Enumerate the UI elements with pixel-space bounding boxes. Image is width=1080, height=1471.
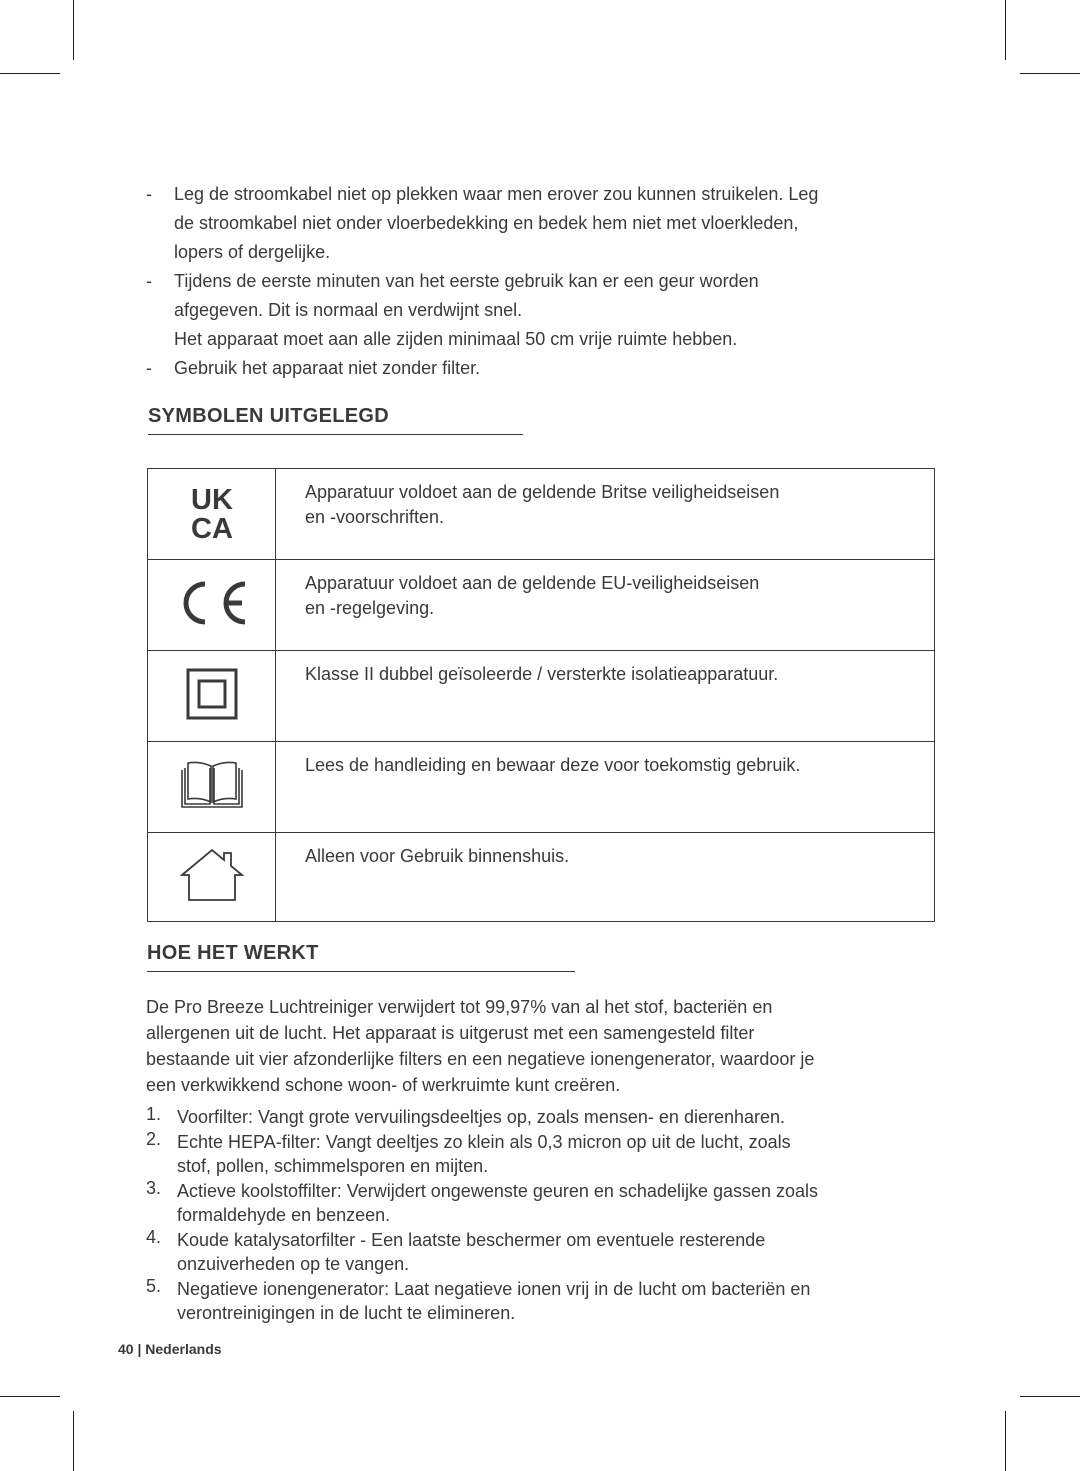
crop-mark	[0, 73, 60, 74]
description-line: en -voorschriften.	[305, 507, 445, 527]
description-line: Klasse II dubbel geïsoleerde / versterkte isolatieapparatuur.	[305, 664, 779, 684]
table-row	[148, 469, 935, 560]
description-line: Lees de handleiding en bewaar deze voor toekomstig gebruik.	[305, 755, 801, 775]
symbol-icon-cell	[148, 833, 276, 922]
list-item-line: verontreinigingen in de lucht te elimineren.	[177, 1303, 516, 1323]
crop-mark	[0, 1396, 60, 1397]
bullet-marker: -	[146, 184, 152, 204]
list-item-line: stof, pollen, schimmelsporen en mijten.	[177, 1156, 489, 1176]
list-number: 1.	[146, 1104, 162, 1124]
how-it-works-paragraph	[146, 994, 926, 1098]
crop-mark	[1005, 1411, 1006, 1471]
ukca-mark-icon	[182, 482, 242, 542]
manual-book-icon	[180, 760, 244, 810]
symbols-section-title: SYMBOLEN UITGELEGD	[148, 405, 523, 435]
page-number: 40	[118, 1341, 134, 1357]
symbol-description	[276, 560, 935, 651]
paragraph-line: allergenen uit de lucht. Het apparaat is uitgerust met een samengesteld filter	[146, 1023, 755, 1043]
description-line: Apparatuur voldoet aan de geldende Britse veiligheidseisen	[305, 482, 780, 502]
list-item-line: Echte HEPA-filter: Vangt deeltjes zo klein als 0,3 micron op uit de lucht, zoals	[177, 1131, 791, 1152]
ukca-mark-ca: CA	[190, 512, 233, 542]
table-row	[148, 651, 935, 742]
footer-separator: |	[137, 1341, 142, 1357]
filter-numbered-list	[146, 1105, 926, 1326]
table-row	[148, 560, 935, 651]
list-item	[146, 1277, 926, 1326]
crop-mark	[1005, 0, 1006, 60]
list-item-line: Voorfilter: Vangt grote vervuilingsdeeltjes op, zoals mensen- en dierenharen.	[177, 1107, 786, 1127]
ce-mark-icon	[175, 580, 249, 626]
symbol-description	[276, 651, 935, 742]
list-item-line: Koude katalysatorfilter - Een laatste beschermer om eventuele resterende	[177, 1229, 766, 1250]
crop-mark	[73, 1411, 74, 1471]
table-row	[148, 742, 935, 833]
description-line: Alleen voor Gebruik binnenshuis.	[305, 846, 570, 866]
footer-language: Nederlands	[145, 1341, 222, 1357]
description-line: Apparatuur voldoet aan de geldende EU-veiligheidseisen	[305, 573, 760, 593]
bullet-text-line: de stroomkabel niet onder vloerbedekking en bedek hem niet met vloerkleden,	[174, 213, 799, 233]
bullet-text-line: Leg de stroomkabel niet op plekken waar men erover zou kunnen struikelen. Leg	[174, 184, 819, 204]
bullet-text-line: Het apparaat moet aan alle zijden minimaal 50 cm vrije ruimte hebben.	[174, 329, 738, 349]
list-item-line: Actieve koolstoffilter: Verwijdert ongewenste geuren en schadelijke gassen zoals	[177, 1180, 819, 1201]
bullet-item	[144, 180, 924, 267]
list-item	[146, 1130, 926, 1179]
ukca-mark-uk: UK	[190, 483, 233, 516]
symbols-table	[147, 468, 935, 922]
paragraph-line: een verkwikkend schone woon- of werkruimte kunt creëren.	[146, 1075, 621, 1095]
list-item-line: formaldehyde en benzeen.	[177, 1205, 391, 1225]
description-line: en -regelgeving.	[305, 598, 435, 618]
list-item	[146, 1228, 926, 1277]
bullet-marker: -	[146, 358, 152, 378]
list-item-line: onzuiverheden op te vangen.	[177, 1254, 410, 1274]
list-number: 4.	[146, 1226, 162, 1247]
how-it-works-title: HOE HET WERKT	[147, 942, 575, 972]
symbol-description	[276, 833, 935, 922]
bullet-item	[144, 267, 924, 354]
safety-bullet-list	[144, 180, 924, 383]
crop-mark	[1020, 73, 1080, 74]
symbol-description	[276, 469, 935, 560]
bullet-item	[144, 354, 924, 383]
list-item-line: Negatieve ionengenerator: Laat negatieve ionen vrij in de lucht om bacteriën en	[177, 1278, 811, 1299]
list-number: 5.	[146, 1275, 162, 1296]
bullet-text-line: Gebruik het apparaat niet zonder filter.	[174, 358, 481, 378]
bullet-text-line: lopers of dergelijke.	[174, 242, 331, 262]
symbol-icon-cell	[148, 469, 276, 560]
bullet-text-line: Tijdens de eerste minuten van het eerste gebruik kan er een geur worden	[174, 271, 759, 291]
paragraph-line: bestaande uit vier afzonderlijke filters en een negatieve ionengenerator, waardoor je	[146, 1049, 815, 1069]
symbol-description	[276, 742, 935, 833]
bullet-text-line: afgegeven. Dit is normaal en verdwijnt snel.	[174, 300, 523, 320]
list-item	[146, 1105, 926, 1130]
symbol-icon-cell	[148, 651, 276, 742]
page-footer	[118, 1341, 222, 1357]
symbol-icon-cell	[148, 560, 276, 651]
list-number: 3.	[146, 1177, 162, 1198]
crop-mark	[73, 0, 74, 60]
list-number: 2.	[146, 1128, 162, 1149]
bullet-marker: -	[146, 271, 152, 291]
paragraph-line: De Pro Breeze Luchtreiniger verwijdert tot 99,97% van al het stof, bacteriën en	[146, 997, 773, 1017]
table-row	[148, 833, 935, 922]
crop-mark	[1020, 1396, 1080, 1397]
indoor-house-icon	[179, 847, 245, 903]
double-insulation-icon	[185, 667, 239, 721]
list-item	[146, 1179, 926, 1228]
symbol-icon-cell	[148, 742, 276, 833]
